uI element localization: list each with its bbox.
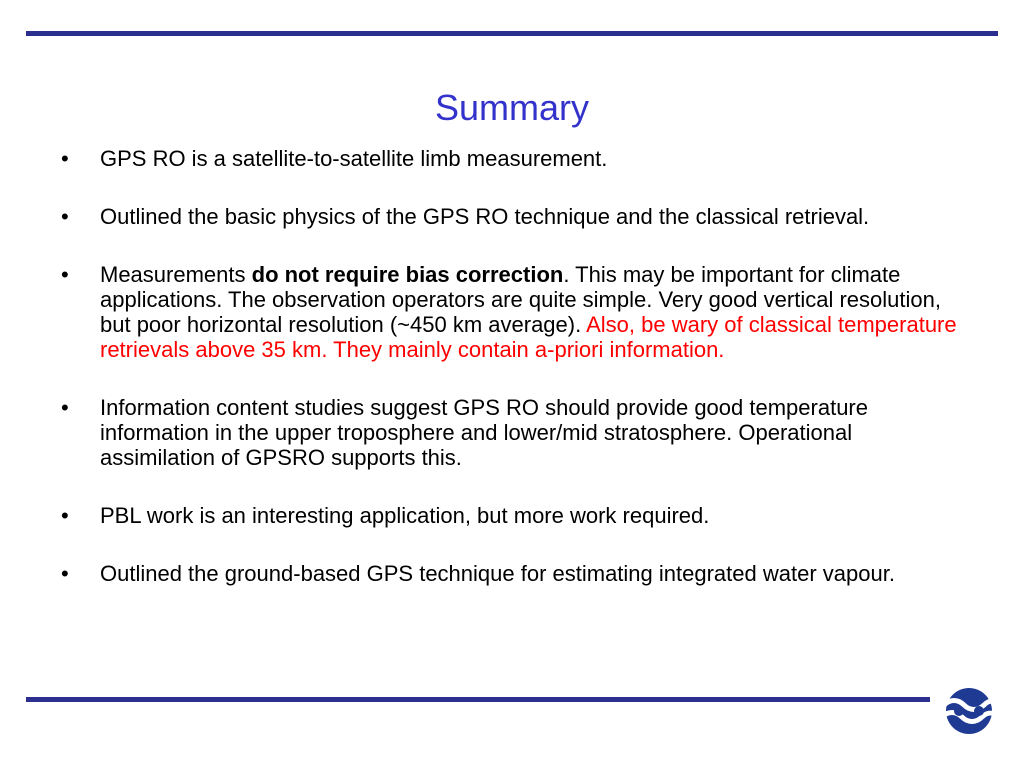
bullet-marker: • xyxy=(61,262,69,287)
top-divider xyxy=(26,31,998,36)
bullet-text-warning: Also, be wary of classical temperature retrievals above 35 km. They mainly contain a-priori information. xyxy=(100,312,957,362)
bullet-item xyxy=(52,204,972,229)
bullet-text: Information content studies suggest GPS RO should provide good temperature information in the upper troposphere and lower/mid stratosphere. Operational assimilation of GPSRO supports this. xyxy=(100,395,868,470)
bullet-item xyxy=(52,561,972,586)
bullet-text-bold: do not require bias correction xyxy=(251,262,564,287)
bullet-list xyxy=(52,146,972,619)
bullet-item xyxy=(52,395,972,470)
bullet-item xyxy=(52,503,972,528)
bullet-text: GPS RO is a satellite-to-satellite limb measurement. xyxy=(100,146,608,171)
slide-title: Summary xyxy=(434,87,590,128)
bullet-marker: • xyxy=(61,503,69,528)
bullet-item xyxy=(52,146,972,171)
bullet-text: Outlined the basic physics of the GPS RO technique and the classical retrieval. xyxy=(100,204,870,229)
bullet-text-prefix: Measurements xyxy=(100,262,252,287)
bullet-marker: • xyxy=(61,204,69,229)
bullet-marker: • xyxy=(61,146,69,171)
ecmwf-logo-icon xyxy=(938,687,1000,735)
bottom-divider xyxy=(26,697,930,702)
bullet-text-middle: . This may be important for climate applications. The observation operators are quite simple. Very good vertical resolution, but poor horizontal resolution (~450 km average). xyxy=(100,262,941,337)
bullet-marker: • xyxy=(61,561,69,586)
bullet-marker: • xyxy=(61,395,69,420)
bullet-text: Outlined the ground-based GPS technique for estimating integrated water vapour. xyxy=(100,561,895,586)
bullet-item xyxy=(52,262,972,362)
bullet-text: PBL work is an interesting application, but more work required. xyxy=(100,503,710,528)
